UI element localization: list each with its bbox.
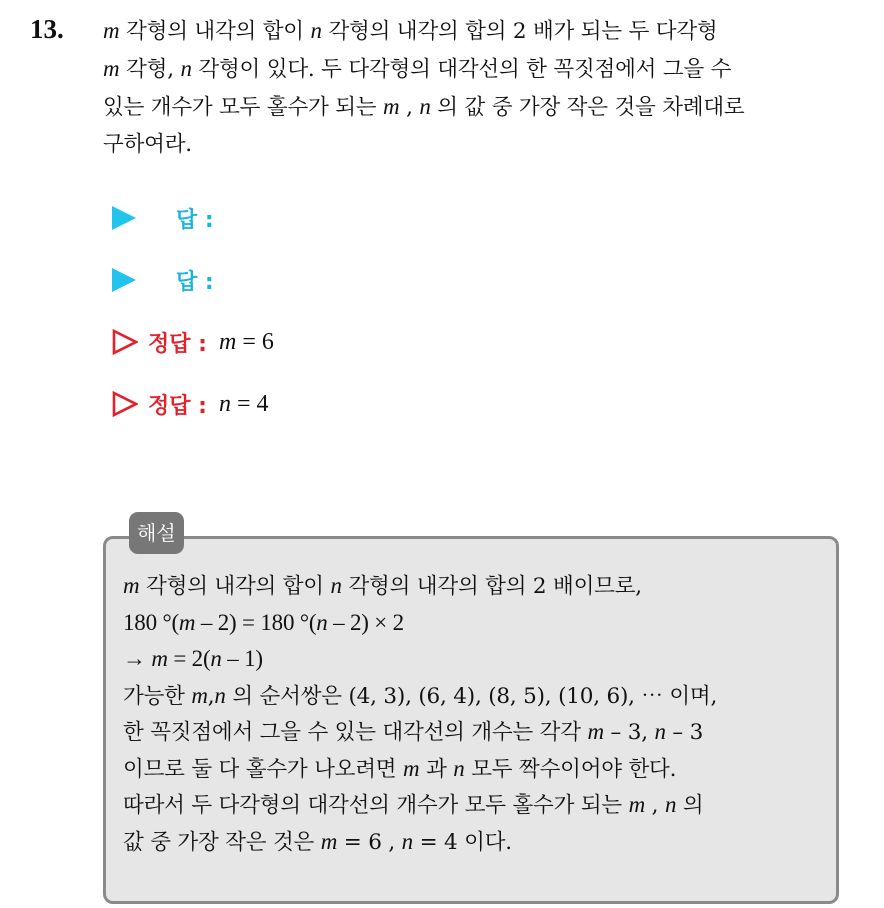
answer-label: 답 : — [176, 269, 214, 295]
question-line: m 각형의 내각의 합이 n 각형의 내각의 합의 2 배가 되는 두 다각형 — [103, 18, 718, 44]
question-number: 13. — [30, 14, 64, 44]
solution-text — [123, 568, 835, 860]
question-line: 구하여라. — [103, 132, 192, 157]
solution-line: 가능한 m,n 의 순서쌍은 (4, 3), (6, 4), (8, 5), (10, 6), ⋯ 이며, — [123, 682, 718, 709]
solution-line: 따라서 두 다각형의 대각선의 개수가 모두 홀수가 되는 m , n 의 — [123, 792, 704, 818]
solution-tab: 해설 — [129, 512, 184, 554]
question-line: 있는 개수가 모두 홀수가 되는 m , n 의 값 중 가장 작은 것을 차례대로 — [103, 94, 745, 120]
outline-triangle-icon — [112, 391, 138, 417]
outline-triangle-icon — [112, 329, 138, 355]
solution-line: 값 중 가장 작은 것은 m = 6 , n = 4 이다. — [123, 828, 512, 855]
correct-answer-value: m = 6 — [218, 328, 274, 355]
answer-label: 답 : — [176, 207, 214, 233]
correct-answer-row — [110, 384, 269, 424]
answer-blank-row — [110, 260, 214, 300]
correct-answer-label: 정답 : — [148, 331, 207, 357]
solution-line: 이므로 둘 다 홀수가 나오려면 m 과 n 모두 짝수이어야 한다. — [123, 755, 677, 782]
question-text — [103, 12, 873, 164]
solution-line: 한 꼭짓점에서 그을 수 있는 대각선의 개수는 각각 m – 3, n – 3 — [123, 719, 704, 745]
solution-line: 180 °(m – 2) = 180 °(n – 2) × 2 — [123, 609, 404, 635]
solution-line: → m = 2(n – 1) — [123, 646, 263, 671]
play-arrow-icon — [112, 268, 136, 292]
answer-blank-row — [110, 198, 214, 238]
solution-line: m 각형의 내각의 합이 n 각형의 내각의 합의 2 배이므로, — [123, 573, 642, 599]
correct-answer-label: 정답 : — [148, 393, 207, 419]
correct-answer-row — [110, 322, 274, 362]
play-arrow-icon — [112, 206, 136, 230]
question-line: m 각형, n 각형이 있다. 두 다각형의 대각선의 한 꼭짓점에서 그을 수 — [103, 56, 732, 82]
correct-answer-value: n = 4 — [218, 390, 269, 417]
